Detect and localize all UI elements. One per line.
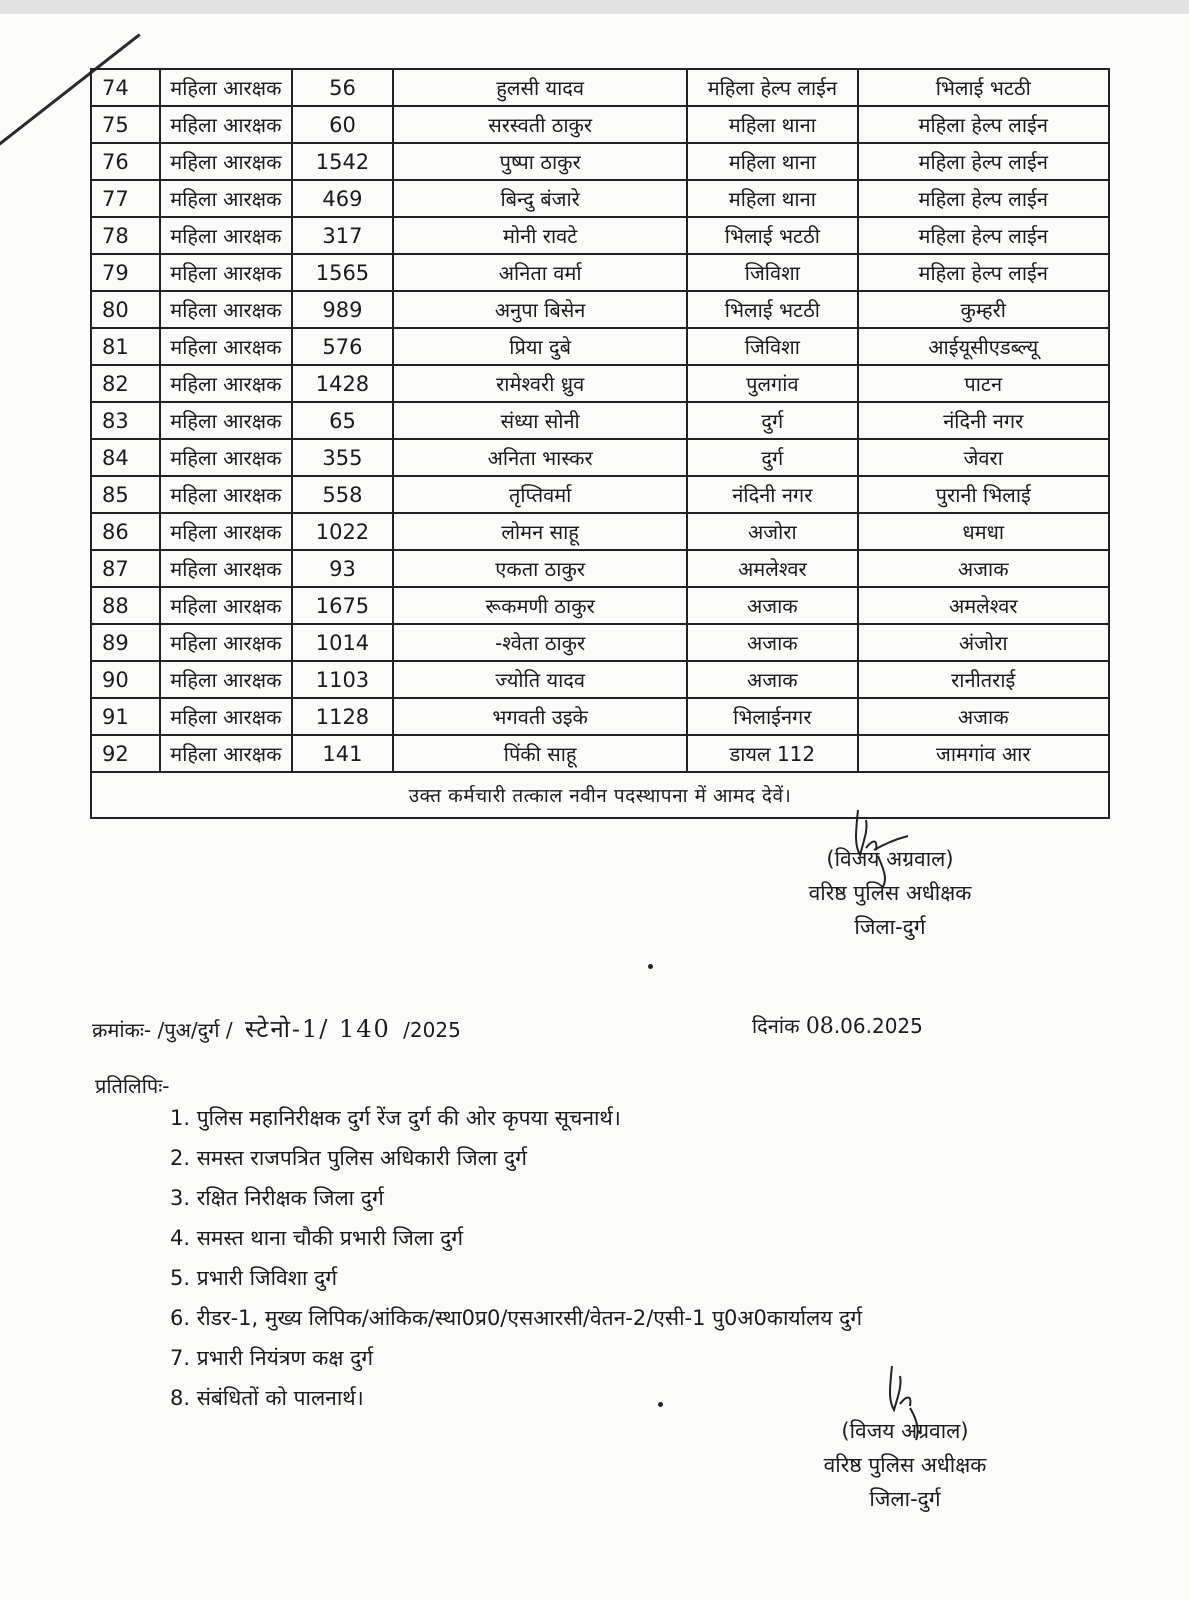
current-posting-cell: दुर्ग — [687, 439, 857, 476]
employee-name-cell: पिंकी साहू — [393, 735, 687, 772]
rank-cell: महिला आरक्षक — [160, 513, 292, 550]
rank-cell: महिला आरक्षक — [160, 217, 292, 254]
copy-item: 4. समस्त थाना चौकी प्रभारी जिला दुर्ग — [170, 1226, 464, 1250]
badge-number-cell: 1428 — [292, 365, 393, 402]
new-posting-cell: जेवरा — [858, 439, 1110, 476]
rank-cell: महिला आरक्षक — [160, 439, 292, 476]
serial-number-cell: 74 — [91, 69, 160, 106]
serial-number-cell: 92 — [91, 735, 160, 772]
rank-cell: महिला आरक्षक — [160, 698, 292, 735]
date-rest: .06.2025 — [833, 1014, 923, 1038]
new-posting-cell: जामगांव आर — [858, 735, 1110, 772]
current-posting-cell: महिला हेल्प लाईन — [687, 69, 857, 106]
table-row — [91, 402, 1109, 439]
employee-name-cell: अनिता भास्कर — [393, 439, 687, 476]
rank-cell: महिला आरक्षक — [160, 180, 292, 217]
serial-number-cell: 75 — [91, 106, 160, 143]
rank-cell: महिला आरक्षक — [160, 624, 292, 661]
copy-list — [170, 1098, 862, 1418]
table-row — [91, 735, 1109, 772]
rank-cell: महिला आरक्षक — [160, 661, 292, 698]
rank-cell: महिला आरक्षक — [160, 328, 292, 365]
order-prefix: क्रमांकः- /पुअ/दुर्ग / — [92, 1018, 233, 1042]
current-posting-cell: दुर्ग — [687, 402, 857, 439]
signatory-name-1: (विजय अग्रवाल) — [826, 847, 954, 871]
employee-name-cell: पुष्पा ठाकुर — [393, 143, 687, 180]
serial-number-cell: 90 — [91, 661, 160, 698]
table-row — [91, 328, 1109, 365]
rank-cell: महिला आरक्षक — [160, 106, 292, 143]
new-posting-cell: अजाक — [858, 550, 1110, 587]
employee-name-cell: सरस्वती ठाकुर — [393, 106, 687, 143]
rank-cell: महिला आरक्षक — [160, 735, 292, 772]
employee-name-cell: ज्योति यादव — [393, 661, 687, 698]
serial-number-cell: 87 — [91, 550, 160, 587]
rank-cell: महिला आरक्षक — [160, 291, 292, 328]
signatory-district-1: जिला-दुर्ग — [854, 915, 926, 939]
badge-number-cell: 558 — [292, 476, 393, 513]
new-posting-cell: अंजोरा — [858, 624, 1110, 661]
badge-number-cell: 60 — [292, 106, 393, 143]
serial-number-cell: 89 — [91, 624, 160, 661]
current-posting-cell: डायल 112 — [687, 735, 857, 772]
serial-number-cell: 81 — [91, 328, 160, 365]
serial-number-cell: 85 — [91, 476, 160, 513]
transfer-table — [90, 68, 1110, 819]
new-posting-cell: अमलेश्वर — [858, 587, 1110, 624]
badge-number-cell: 469 — [292, 180, 393, 217]
copy-item: 5. प्रभारी जिविशा दुर्ग — [170, 1266, 338, 1290]
employee-name-cell: तृप्तिवर्मा — [393, 476, 687, 513]
badge-number-cell: 1542 — [292, 143, 393, 180]
signature-block-1 — [780, 842, 1000, 944]
new-posting-cell: पाटन — [858, 365, 1110, 402]
current-posting-cell: भिलाई भटठी — [687, 217, 857, 254]
employee-name-cell: भगवती उइके — [393, 698, 687, 735]
serial-number-cell: 79 — [91, 254, 160, 291]
employee-name-cell: -श्वेता ठाकुर — [393, 624, 687, 661]
new-posting-cell: अजाक — [858, 698, 1110, 735]
employee-name-cell: प्रिया दुबे — [393, 328, 687, 365]
transfer-table-body — [91, 69, 1109, 772]
new-posting-cell: कुम्हरी — [858, 291, 1110, 328]
new-posting-cell: पुरानी भिलाई — [858, 476, 1110, 513]
rank-cell: महिला आरक्षक — [160, 550, 292, 587]
ink-dot — [648, 964, 653, 969]
new-posting-cell: महिला हेल्प लाईन — [858, 143, 1110, 180]
employee-name-cell: संध्या सोनी — [393, 402, 687, 439]
current-posting-cell: अजाक — [687, 624, 857, 661]
serial-number-cell: 83 — [91, 402, 160, 439]
badge-number-cell: 65 — [292, 402, 393, 439]
badge-number-cell: 576 — [292, 328, 393, 365]
new-posting-cell: महिला हेल्प लाईन — [858, 106, 1110, 143]
serial-number-cell: 88 — [91, 587, 160, 624]
badge-number-cell: 93 — [292, 550, 393, 587]
table-row — [91, 587, 1109, 624]
employee-name-cell: रूकमणी ठाकुर — [393, 587, 687, 624]
employee-name-cell: बिन्दु बंजारे — [393, 180, 687, 217]
badge-number-cell: 56 — [292, 69, 393, 106]
copy-item: 6. रीडर-1, मुख्य लिपिक/आंकिक/स्था0प्र0/एसआरसी/वेतन-2/एसी-1 पु0अ0कार्यालय दुर्ग — [170, 1306, 863, 1330]
badge-number-cell: 1022 — [292, 513, 393, 550]
current-posting-cell: भिलाईनगर — [687, 698, 857, 735]
table-row — [91, 661, 1109, 698]
current-posting-cell: नंदिनी नगर — [687, 476, 857, 513]
new-posting-cell: महिला हेल्प लाईन — [858, 180, 1110, 217]
serial-number-cell: 80 — [91, 291, 160, 328]
serial-number-cell: 86 — [91, 513, 160, 550]
table-row — [91, 550, 1109, 587]
employee-name-cell: एकता ठाकुर — [393, 550, 687, 587]
current-posting-cell: अजाक — [687, 587, 857, 624]
current-posting-cell: महिला थाना — [687, 143, 857, 180]
current-posting-cell: महिला थाना — [687, 106, 857, 143]
table-row — [91, 365, 1109, 402]
employee-name-cell: रामेश्वरी ध्रुव — [393, 365, 687, 402]
new-posting-cell: भिलाई भटठी — [858, 69, 1110, 106]
badge-number-cell: 1014 — [292, 624, 393, 661]
table-footer-row — [91, 772, 1109, 818]
rank-cell: महिला आरक्षक — [160, 476, 292, 513]
employee-name-cell: लोमन साहू — [393, 513, 687, 550]
signatory-district-2: जिला-दुर्ग — [869, 1487, 941, 1511]
rank-cell: महिला आरक्षक — [160, 254, 292, 291]
table-row — [91, 513, 1109, 550]
table-row — [91, 143, 1109, 180]
table-row — [91, 291, 1109, 328]
signature-block-2 — [800, 1414, 1010, 1516]
copy-item: 3. रक्षित निरीक्षक जिला दुर्ग — [170, 1186, 384, 1210]
order-handwritten-number: स्टेनो-1/ 140 — [244, 1015, 391, 1043]
badge-number-cell: 141 — [292, 735, 393, 772]
badge-number-cell: 317 — [292, 217, 393, 254]
table-row — [91, 69, 1109, 106]
order-number-line — [92, 1012, 461, 1045]
top-bar — [0, 0, 1189, 14]
new-posting-cell: धमधा — [858, 513, 1110, 550]
copy-item: 2. समस्त राजपत्रित पुलिस अधिकारी जिला दुर्ग — [170, 1146, 527, 1170]
current-posting-cell: अजोरा — [687, 513, 857, 550]
copy-item: 8. संबंधितों को पालनार्थ। — [170, 1386, 364, 1410]
order-year: /2025 — [403, 1018, 461, 1042]
table-row — [91, 106, 1109, 143]
signatory-name-2: (विजय अग्रवाल) — [841, 1419, 969, 1443]
employee-name-cell: मोनी रावटे — [393, 217, 687, 254]
new-posting-cell: रानीतराई — [858, 661, 1110, 698]
rank-cell: महिला आरक्षक — [160, 143, 292, 180]
serial-number-cell: 91 — [91, 698, 160, 735]
table-row — [91, 439, 1109, 476]
employee-name-cell: अनुपा बिसेन — [393, 291, 687, 328]
table-row — [91, 624, 1109, 661]
new-posting-cell: नंदिनी नगर — [858, 402, 1110, 439]
badge-number-cell: 355 — [292, 439, 393, 476]
serial-number-cell: 82 — [91, 365, 160, 402]
signatory-designation-1: वरिष्ठ पुलिस अधीक्षक — [808, 881, 972, 905]
current-posting-cell: पुलगांव — [687, 365, 857, 402]
copy-item: 7. प्रभारी नियंत्रण कक्ष दुर्ग — [170, 1346, 374, 1370]
table-row — [91, 698, 1109, 735]
copy-heading: प्रतिलिपिः- — [95, 1074, 170, 1098]
table-row — [91, 476, 1109, 513]
serial-number-cell: 78 — [91, 217, 160, 254]
current-posting-cell: भिलाई भटठी — [687, 291, 857, 328]
date-label: दिनांक — [752, 1014, 800, 1038]
badge-number-cell: 989 — [292, 291, 393, 328]
badge-number-cell: 1675 — [292, 587, 393, 624]
rank-cell: महिला आरक्षक — [160, 365, 292, 402]
serial-number-cell: 76 — [91, 143, 160, 180]
signatory-designation-2: वरिष्ठ पुलिस अधीक्षक — [823, 1453, 987, 1477]
table-footer-note: उक्त कर्मचारी तत्काल नवीन पदस्थापना में आमद देवें। — [91, 772, 1109, 818]
new-posting-cell: आईयूसीएडब्ल्यू — [858, 328, 1110, 365]
badge-number-cell: 1128 — [292, 698, 393, 735]
new-posting-cell: महिला हेल्प लाईन — [858, 254, 1110, 291]
employee-name-cell: हुलसी यादव — [393, 69, 687, 106]
new-posting-cell: महिला हेल्प लाईन — [858, 217, 1110, 254]
badge-number-cell: 1565 — [292, 254, 393, 291]
current-posting-cell: महिला थाना — [687, 180, 857, 217]
table-row — [91, 254, 1109, 291]
badge-number-cell: 1103 — [292, 661, 393, 698]
date-handwritten-day: 08 — [805, 1014, 834, 1039]
ink-dot — [658, 1402, 663, 1407]
current-posting-cell: अजाक — [687, 661, 857, 698]
serial-number-cell: 84 — [91, 439, 160, 476]
rank-cell: महिला आरक्षक — [160, 587, 292, 624]
copy-item: 1. पुलिस महानिरीक्षक दुर्ग रेंज दुर्ग की ओर कृपया सूचनार्थ। — [170, 1106, 621, 1130]
table-row — [91, 217, 1109, 254]
table-row — [91, 180, 1109, 217]
current-posting-cell: अमलेश्वर — [687, 550, 857, 587]
rank-cell: महिला आरक्षक — [160, 69, 292, 106]
order-date-line — [752, 1012, 923, 1039]
employee-name-cell: अनिता वर्मा — [393, 254, 687, 291]
serial-number-cell: 77 — [91, 180, 160, 217]
current-posting-cell: जिविशा — [687, 328, 857, 365]
rank-cell: महिला आरक्षक — [160, 402, 292, 439]
current-posting-cell: जिविशा — [687, 254, 857, 291]
